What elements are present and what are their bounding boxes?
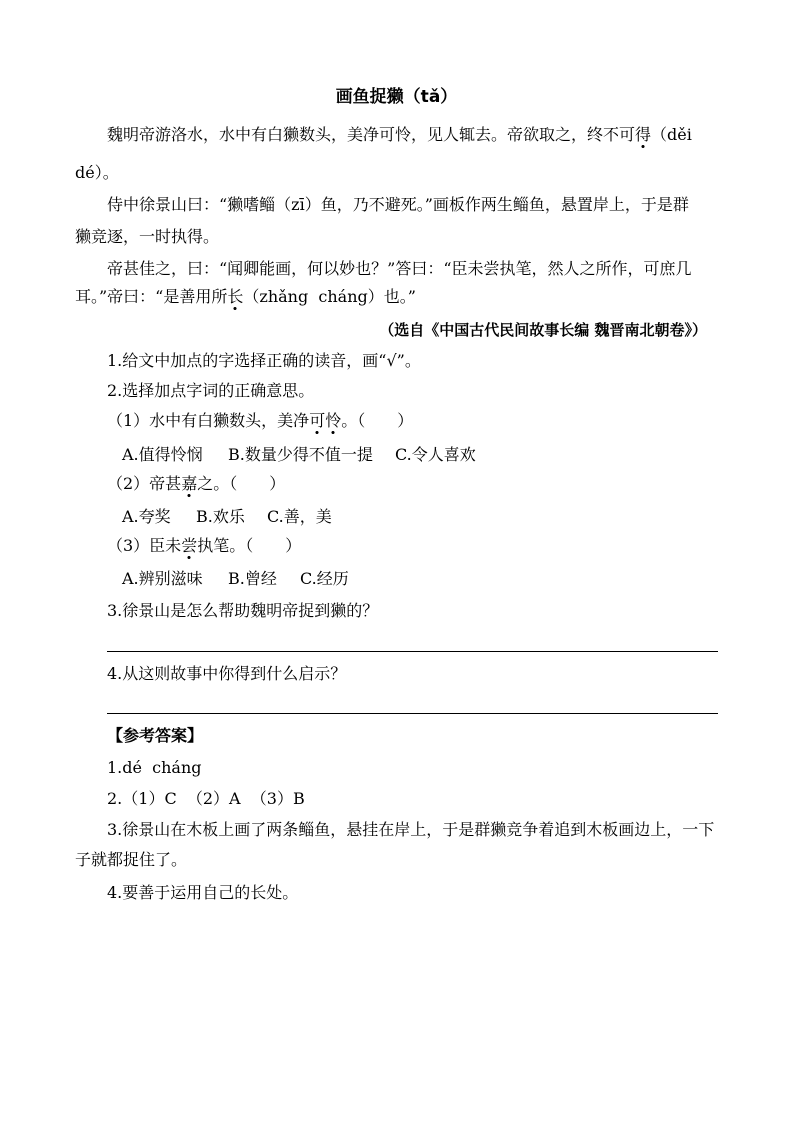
answer-line — [107, 713, 718, 714]
story-paragraph-1-line-2: dé）。 — [75, 163, 119, 182]
answer-blank: 之。（ ） — [197, 474, 286, 493]
option-a: A.值得怜悯 — [122, 445, 203, 464]
answer-1: 1.dé cháng — [107, 758, 202, 777]
option-b: B.数量少得不值一提 — [228, 445, 373, 464]
answer-blank: 执笔。（ ） — [197, 536, 302, 555]
emphasis-dot-chars: 可怜 — [309, 411, 341, 434]
item-text: （3）臣未 — [107, 536, 182, 555]
option-a: A.辨别滋味 — [122, 569, 203, 588]
question-2-item-2 — [107, 474, 285, 494]
question-2-item-3 — [107, 536, 301, 556]
option-b: B.曾经 — [228, 569, 277, 588]
story-text: （děi — [651, 125, 692, 144]
option-c: C.令人喜欢 — [395, 445, 476, 464]
story-text: 魏明帝游洛水，水中有白獭数头，美净可怜，见人辄去。帝欲取之，终不可 — [107, 125, 636, 144]
answer-3-line-1: 3.徐景山在木板上画了两条鲻鱼，悬挂在岸上，于是群獭竞争着追到木板画边上，一下 — [107, 820, 715, 839]
answer-4: 4.要善于运用自己的长处。 — [107, 883, 299, 902]
option-a: A.夸奖 — [122, 507, 171, 526]
option-c: C.经历 — [300, 569, 349, 588]
story-paragraph-3-line-2 — [75, 287, 416, 307]
question-2-item-1 — [107, 411, 413, 431]
answer-line — [107, 651, 718, 652]
answer-blank: 。（ ） — [341, 411, 414, 430]
story-text: （zhǎng cháng）也。” — [243, 287, 416, 306]
question-1: 1.给文中加点的字选择正确的读音，画“√”。 — [107, 351, 421, 370]
emphasis-dot-char: 得 — [635, 125, 651, 148]
emphasis-dot-char: 嘉 — [181, 474, 197, 497]
page-title: 画鱼捉獭（tǎ） — [335, 87, 458, 107]
answer-2: 2.（1）C （2）A （3）B — [107, 789, 305, 808]
emphasis-dot-char: 尝 — [181, 536, 197, 559]
item-text: （1）水中有白獭数头，美净 — [107, 411, 310, 430]
answer-3-line-2: 子就都捉住了。 — [75, 850, 188, 869]
story-paragraph-2-line-2: 獭竞逐，一时执得。 — [75, 227, 220, 246]
answers-heading: 【参考答案】 — [107, 726, 204, 745]
emphasis-dot-char: 长 — [227, 287, 243, 310]
question-2-stem: 2.选择加点字词的正确意思。 — [107, 381, 315, 400]
story-paragraph-3-line-1: 帝甚佳之，曰：“闻卿能画，何以妙也？”答曰：“臣未尝执笔，然人之所作，可庶几 — [107, 259, 692, 278]
source-citation: （选自《中国古代民间故事长编 魏晋南北朝卷》） — [379, 321, 707, 339]
question-3: 3.徐景山是怎么帮助魏明帝捉到獭的？ — [107, 601, 379, 620]
story-paragraph-2-line-1: 侍中徐景山曰：“獭嗜鲻（zī）鱼，乃不避死。”画板作两生鲻鱼，悬置岸上，于是群 — [107, 195, 689, 214]
option-c: C.善，美 — [267, 507, 332, 526]
item-text: （2）帝甚 — [107, 474, 182, 493]
option-b: B.欢乐 — [196, 507, 245, 526]
story-paragraph-1-line-1 — [107, 125, 692, 145]
story-text: 耳。”帝曰：“是善用所 — [75, 287, 228, 306]
question-4: 4.从这则故事中你得到什么启示？ — [107, 664, 347, 683]
